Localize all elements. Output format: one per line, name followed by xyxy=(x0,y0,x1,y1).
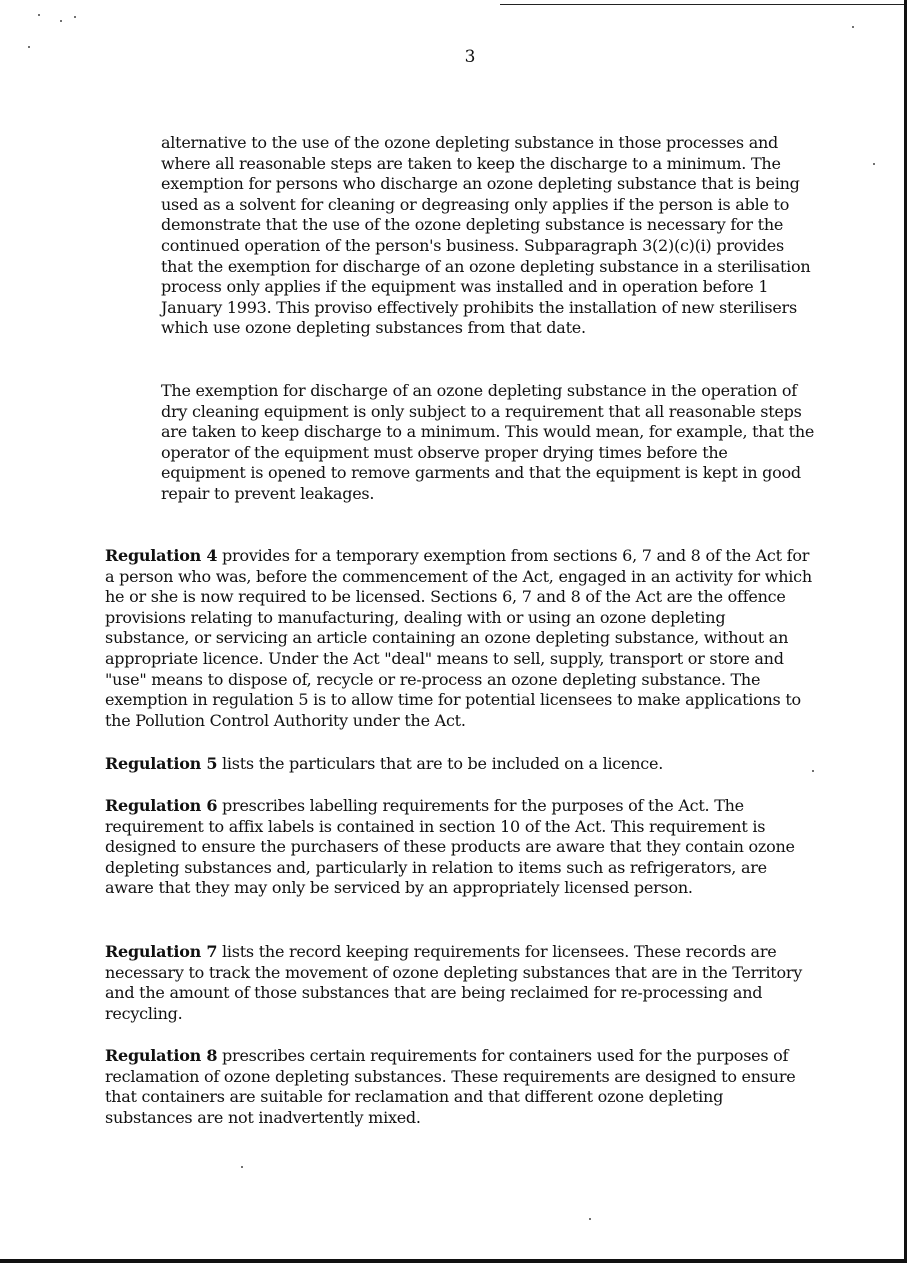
paragraph-text: prescribes certain requirements for containers used for the purposes of reclamation of ozone depleting substances. These requirements are designed to ensure that containers are suitable for reclamation and that different ozone depleting substances are not inadvertently mixed. xyxy=(105,1046,796,1127)
scan-speck xyxy=(873,163,875,165)
scan-speck xyxy=(589,1218,591,1220)
scan-speck xyxy=(38,14,40,16)
page-number: 3 xyxy=(464,47,476,67)
paragraph-text: lists the record keeping requirements for licensees. These records are necessary to track the movement of ozone depleting substances that are in the Territory and the amount of those substances that are being reclaimed for re-processing and recycling. xyxy=(105,942,803,1023)
paragraph-text: alternative to the use of the ozone depleting substance in those processes and where all reasonable steps are taken to keep the discharge to a minimum. The exemption for persons who discharge an ozone depleting substance that is being used as a solvent for cleaning or degreasing only applies if the person is able to demonstrate that the use of the ozone depleting substance is necessary for the continued operation of the person's business. Subparagraph 3(2)(c)(i) provides that the exemption for discharge of an ozone depleting substance in a sterilisation process only applies if the equipment was installed and in operation before 1 January 1993. This proviso effectively prohibits the installation of new sterilisers which use ozone depleting substances from that date. xyxy=(161,133,811,338)
scan-speck xyxy=(60,20,62,22)
regulation-7-heading: Regulation 7 xyxy=(105,942,218,961)
paragraph-text: The exemption for discharge of an ozone depleting substance in the operation of dry cleaning equipment is only subject to a requirement that all reasonable steps are taken to keep discharge to a minimum. This would mean, for example, that the operator of the equipment must observe proper drying times before the equipment is opened to remove garments and that the equipment is kept in good repair to prevent leakages. xyxy=(161,381,815,503)
paragraph-text: provides for a temporary exemption from sections 6, 7 and 8 of the Act for a person who was, before the commencement of the Act, engaged in an activity for which he or she is now required to be licensed. Sections 6, 7 and 8 of the Act are the offence provisions relating to manufacturing, dealing with or using an ozone depleting substance, or servicing an article containing an ozone depleting substance, without an appropriate licence. Under the Act "deal" means to sell, supply, transport or store and "use" means to dispose of, recycle or re-process an ozone depleting substance. The exemption in regulation 5 is to allow time for potential licensees to make applications to the Pollution Control Authority under the Act. xyxy=(105,546,812,730)
scan-edge-top xyxy=(500,4,907,5)
scan-speck xyxy=(852,26,854,28)
regulation-8-heading: Regulation 8 xyxy=(105,1046,218,1065)
paragraph-dry-cleaning-exemption xyxy=(161,381,816,505)
paragraph-regulation-7 xyxy=(105,942,812,1024)
scan-speck xyxy=(241,1166,243,1168)
paragraph-regulation-8 xyxy=(105,1046,812,1128)
paragraph-regulation-5 xyxy=(105,754,812,775)
scan-speck xyxy=(74,16,76,18)
regulation-4-heading: Regulation 4 xyxy=(105,546,218,565)
paragraph-regulation-6 xyxy=(105,796,812,899)
scan-edge-bottom xyxy=(0,1259,907,1263)
scan-speck xyxy=(812,770,814,772)
paragraph-text: prescribes labelling requirements for the purposes of the Act. The requirement to affix labels is contained in section 10 of the Act. This requirement is designed to ensure the purchasers of these products are aware that they contain ozone depleting substances and, particularly in relation to items such as refrigerators, are aware that they may only be serviced by an appropriately licensed person. xyxy=(105,796,795,898)
paragraph-sterilisation-exemption xyxy=(161,133,816,339)
paragraph-regulation-4 xyxy=(105,546,812,731)
regulation-6-heading: Regulation 6 xyxy=(105,796,218,815)
paragraph-text: lists the particulars that are to be included on a licence. xyxy=(217,754,664,773)
regulation-5-heading: Regulation 5 xyxy=(105,754,218,773)
